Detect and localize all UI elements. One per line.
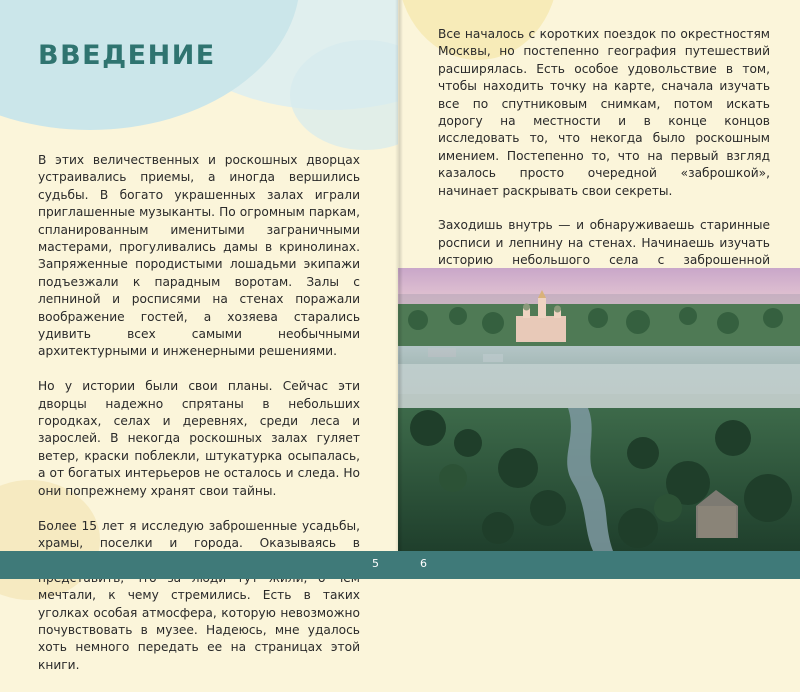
footer-band <box>0 551 800 579</box>
paragraph: Все началось с коротких поездок по окрестностям Москвы, но постепенно география путешествий расширялась. Есть особое удовольствие в том, чтобы находить точку на карте, сначала изучать все по спутниковым снимкам, потом искать дорогу на местности и в конце концов исследовать то, что некогда было роскошным имением. Постепенно то, что на первый взгляд казалось просто очередной «заброшкой», начинает раскрывать свои секреты. <box>438 27 770 198</box>
paragraph: Заходишь внутрь — и обнаруживаешь старинные росписи и лепнину на стенах. Начинаешь изучать историю небольшого села с заброшенной <box>438 218 770 268</box>
page-number-right: 6 <box>420 557 427 570</box>
photo-illustration <box>398 268 800 551</box>
page-number-left: 5 <box>372 557 379 570</box>
right-page <box>398 0 800 551</box>
paragraph: Более 15 лет я исследую заброшенные усадьбы, храмы, поселки и города. Оказываясь в мечтали, к чему стремились. Есть в таких уголках особая атмосфера, которую невозможно почувствовать в музее. Надеюсь, мне удалось хоть немного передать ее на страницах этой книги. <box>38 518 360 672</box>
left-text-column <box>38 152 360 692</box>
left-page <box>0 0 398 672</box>
book-gutter <box>395 0 403 551</box>
paragraph: Но у истории были свои планы. Сейчас эти дворцы надежно спрятаны в небольших городках, селах и деревнях, среди леса и зарослей. В некогда роскошных залах гуляет ветер, краски поблекли, штукатурка осыпалась, а от богатых интерьеров не осталось и следа. Но они попрежнему хранят свои тайны. <box>38 379 360 498</box>
chapter-title: ВВЕДЕНИЕ <box>38 40 216 71</box>
paragraph: В этих величественных и роскошных дворцах устраивались приемы, а иногда вершились судьбы. В богато украшенных залах играли приглашенные музыканты. По огромным паркам, спланированным именитыми заграничными мастерами, прогуливались дамы в кринолинах. Запряженные породистыми лошадьми экипажи подъезжали к парадным воротам. Залы с лепниной и росписями на стенах поражали воображение гостей, а хозяева старались удивить всех самыми необычными архитектурными и инженерными решениями. <box>38 153 360 359</box>
village-aerial-photo <box>398 268 800 551</box>
